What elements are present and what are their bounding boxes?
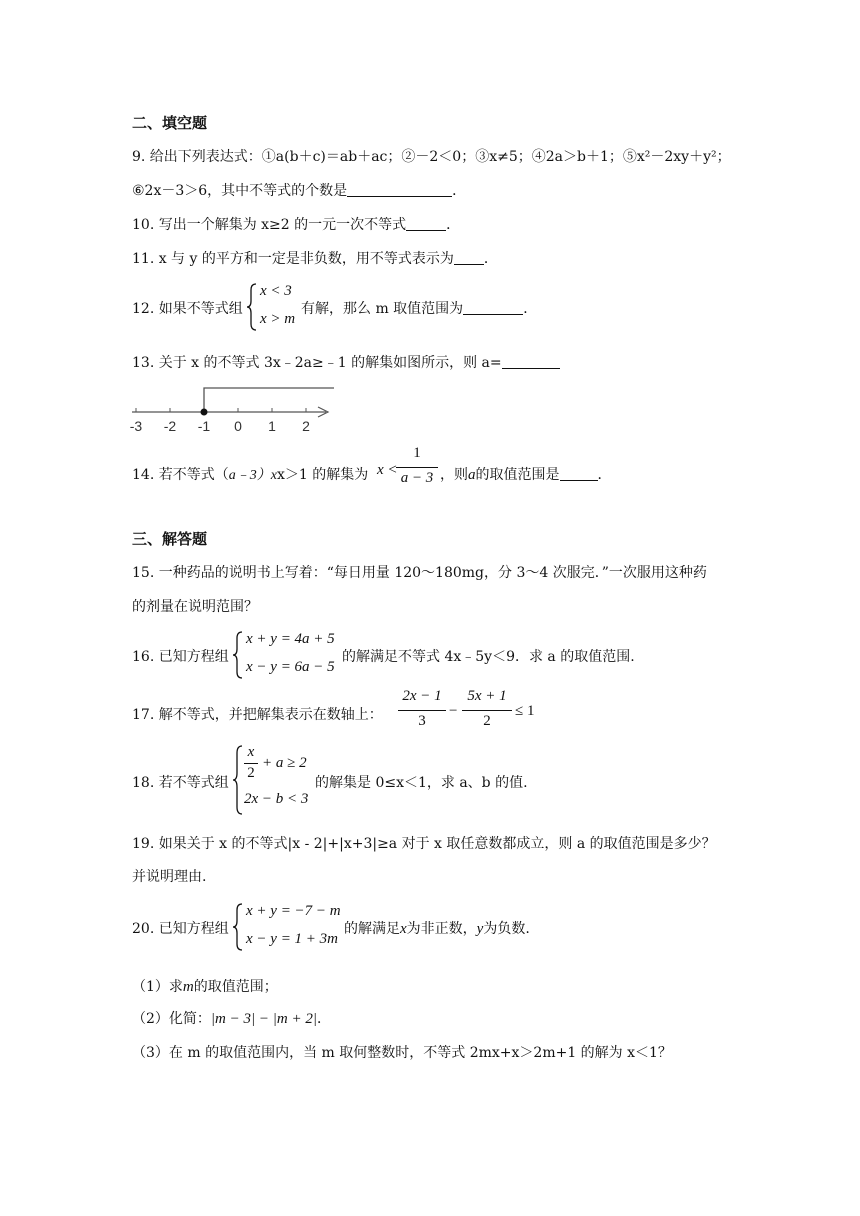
q20-pre: 20. 已知方程组 — [132, 921, 229, 937]
q14-frac-bar — [396, 467, 438, 468]
tick-label: 2 — [302, 418, 310, 434]
q9-line1: 9. 给出下列表达式：①a(b＋c)＝ab＋ac；②－2＜0；③x≠5；④2a＞b＋1；⑤x²－2xy＋y²； — [132, 149, 731, 165]
q14-post-line — [440, 464, 612, 484]
q18-r1-den: 2 — [247, 765, 255, 781]
q14-post2: 的取值范围是 — [475, 467, 560, 483]
q11-answer-blank[interactable] — [454, 250, 484, 265]
q20-brace — [232, 902, 244, 952]
q17-f1-bar — [398, 710, 446, 711]
q14-post: ，则 — [440, 467, 468, 483]
q20-p1-post: 的取值范围； — [193, 979, 278, 995]
q12-row1: x < 3 — [260, 283, 292, 299]
q18-row2: 2x − b < 3 — [244, 791, 309, 807]
q9-line2-text: ⑥2x－3＞6，其中不等式的个数是 — [132, 183, 348, 199]
q14-answer-blank[interactable] — [560, 466, 598, 481]
q20-y: y — [476, 921, 484, 937]
q14-x-gt: x＞1 的解集为 — [276, 467, 369, 483]
q12-pre: 12. 如果不等式组 — [132, 301, 243, 317]
solution-ray — [204, 388, 334, 412]
q9-end: ． — [452, 183, 467, 199]
q10-text: 10. 写出一个解集为 x≥2 的一元一次不等式 — [132, 217, 407, 233]
q13-number-line — [128, 382, 338, 438]
q17-f2-bar — [462, 710, 512, 711]
q17-relation: ≤ 1 — [515, 703, 535, 719]
q20-p2-end: ． — [316, 1011, 331, 1027]
q17-fraction-1 — [398, 688, 446, 734]
q16-brace — [232, 630, 244, 680]
q17-f1-num: 2x − 1 — [402, 688, 442, 704]
q12-post: 有解，那么 m 取值范围为 — [301, 301, 464, 317]
q17-minus: − — [449, 703, 458, 719]
section-title-fill: 二、填空题 — [132, 114, 208, 132]
q17-pre: 17. 解不等式，并把解集表示在数轴上： — [132, 707, 383, 723]
q19-line2: 并说明理由. — [132, 869, 207, 885]
q17-f1-den: 3 — [418, 713, 426, 729]
q14-frac-den: a − 3 — [400, 470, 434, 486]
section-title-solve: 三、解答题 — [132, 530, 208, 548]
q17-fraction-2 — [462, 688, 512, 734]
q18-r1-num: x — [247, 744, 255, 760]
q11-line — [132, 248, 498, 268]
q20-post-line — [344, 918, 530, 938]
q18-brace — [232, 744, 244, 816]
tick-label: -2 — [163, 418, 177, 434]
q20-p1-m: m — [182, 979, 194, 995]
q14-x-var: x — [270, 468, 277, 483]
q16-row1: x + y = 4a + 5 — [246, 631, 335, 647]
q18-pre: 18. 若不等式组 — [132, 775, 229, 791]
q20-post-a: 的解满足 — [344, 921, 400, 937]
q20-x: x — [400, 921, 407, 937]
q11-text: 11. x 与 y 的平方和一定是非负数，用不等式表示为 — [132, 251, 454, 267]
q20-p2-pre: （2）化简： — [132, 1011, 211, 1027]
q19-line1: 19. 如果关于 x 的不等式|x - 2|+|x+3|≥a 对于 x 取任意数都成立，则 a 的取值范围是多少？ — [132, 836, 716, 852]
q11-end: ． — [483, 251, 498, 267]
tick-label: -3 — [129, 418, 143, 434]
q14-pre: 14. 若不等式（ — [132, 467, 229, 483]
q10-line — [132, 214, 460, 234]
q20-p2-expr: |m − 3| − |m + 2| — [210, 1011, 317, 1027]
q9-line2 — [132, 180, 466, 200]
q12-brace — [246, 282, 258, 332]
q13-line — [132, 352, 560, 372]
q20-part3: （3）在 m 的取值范围内，当 m 取何整数时，不等式 2mx+x＞2m+1 的解为 x＜1？ — [132, 1045, 672, 1061]
q12-post-line — [301, 298, 537, 318]
q17-f2-num: 5x + 1 — [467, 688, 507, 704]
q12-end: ． — [523, 301, 538, 317]
q14-line — [132, 464, 368, 484]
q20-row2: x − y = 1 + 3m — [246, 931, 339, 947]
q18-post: 的解集是 0≤x＜1，求 a、b 的值. — [315, 775, 528, 791]
q16-row2: x − y = 6a − 5 — [246, 659, 335, 675]
q10-end: ． — [446, 217, 461, 233]
q14-end: ． — [597, 467, 612, 483]
solid-point — [201, 409, 208, 416]
q14-fraction — [396, 445, 438, 491]
q20-row1: x + y = −7 − m — [246, 903, 341, 919]
q16-pre: 16. 已知方程组 — [132, 649, 229, 665]
tick-label: 0 — [234, 418, 242, 434]
q18-r1-rest: + a ≥ 2 — [262, 755, 307, 771]
q14-a-var: a — [468, 467, 476, 483]
tick-label: -1 — [197, 418, 211, 434]
q13-text: 13. 关于 x 的不等式 3x﹣2a≥﹣1 的解集如图所示，则 a= — [132, 355, 502, 371]
q13-answer-blank[interactable] — [502, 354, 560, 369]
q12-answer-blank[interactable] — [463, 300, 523, 315]
q18-frac — [244, 744, 258, 784]
q10-answer-blank[interactable] — [406, 216, 446, 231]
q17-f2-den: 2 — [483, 713, 491, 729]
q14-a-minus-3: a﹣3） — [228, 468, 271, 483]
q12-row2: x > m — [260, 311, 296, 327]
q9-answer-blank[interactable] — [347, 182, 452, 197]
q20-part1 — [132, 976, 278, 996]
q20-post-c: 为负数. — [483, 921, 530, 937]
q20-post-b: 为非正数， — [406, 921, 477, 937]
q15-line1: 15. 一种药品的说明书上写着：“每日用量 120～180mg，分 3～4 次服完．”一次服用这种药 — [132, 565, 707, 581]
q15-line2: 的剂量在说明范围？ — [132, 599, 258, 615]
q14-frac-num: 1 — [413, 445, 421, 461]
q20-part2 — [132, 1008, 331, 1028]
q20-p1-pre: （1）求 — [132, 979, 183, 995]
q14-x-lt: x < — [377, 462, 398, 478]
q16-post: 的解满足不等式 4x﹣5y＜9．求 a 的取值范围. — [342, 649, 635, 665]
q18-r1-bar — [244, 763, 258, 764]
tick-label: 1 — [268, 418, 276, 434]
